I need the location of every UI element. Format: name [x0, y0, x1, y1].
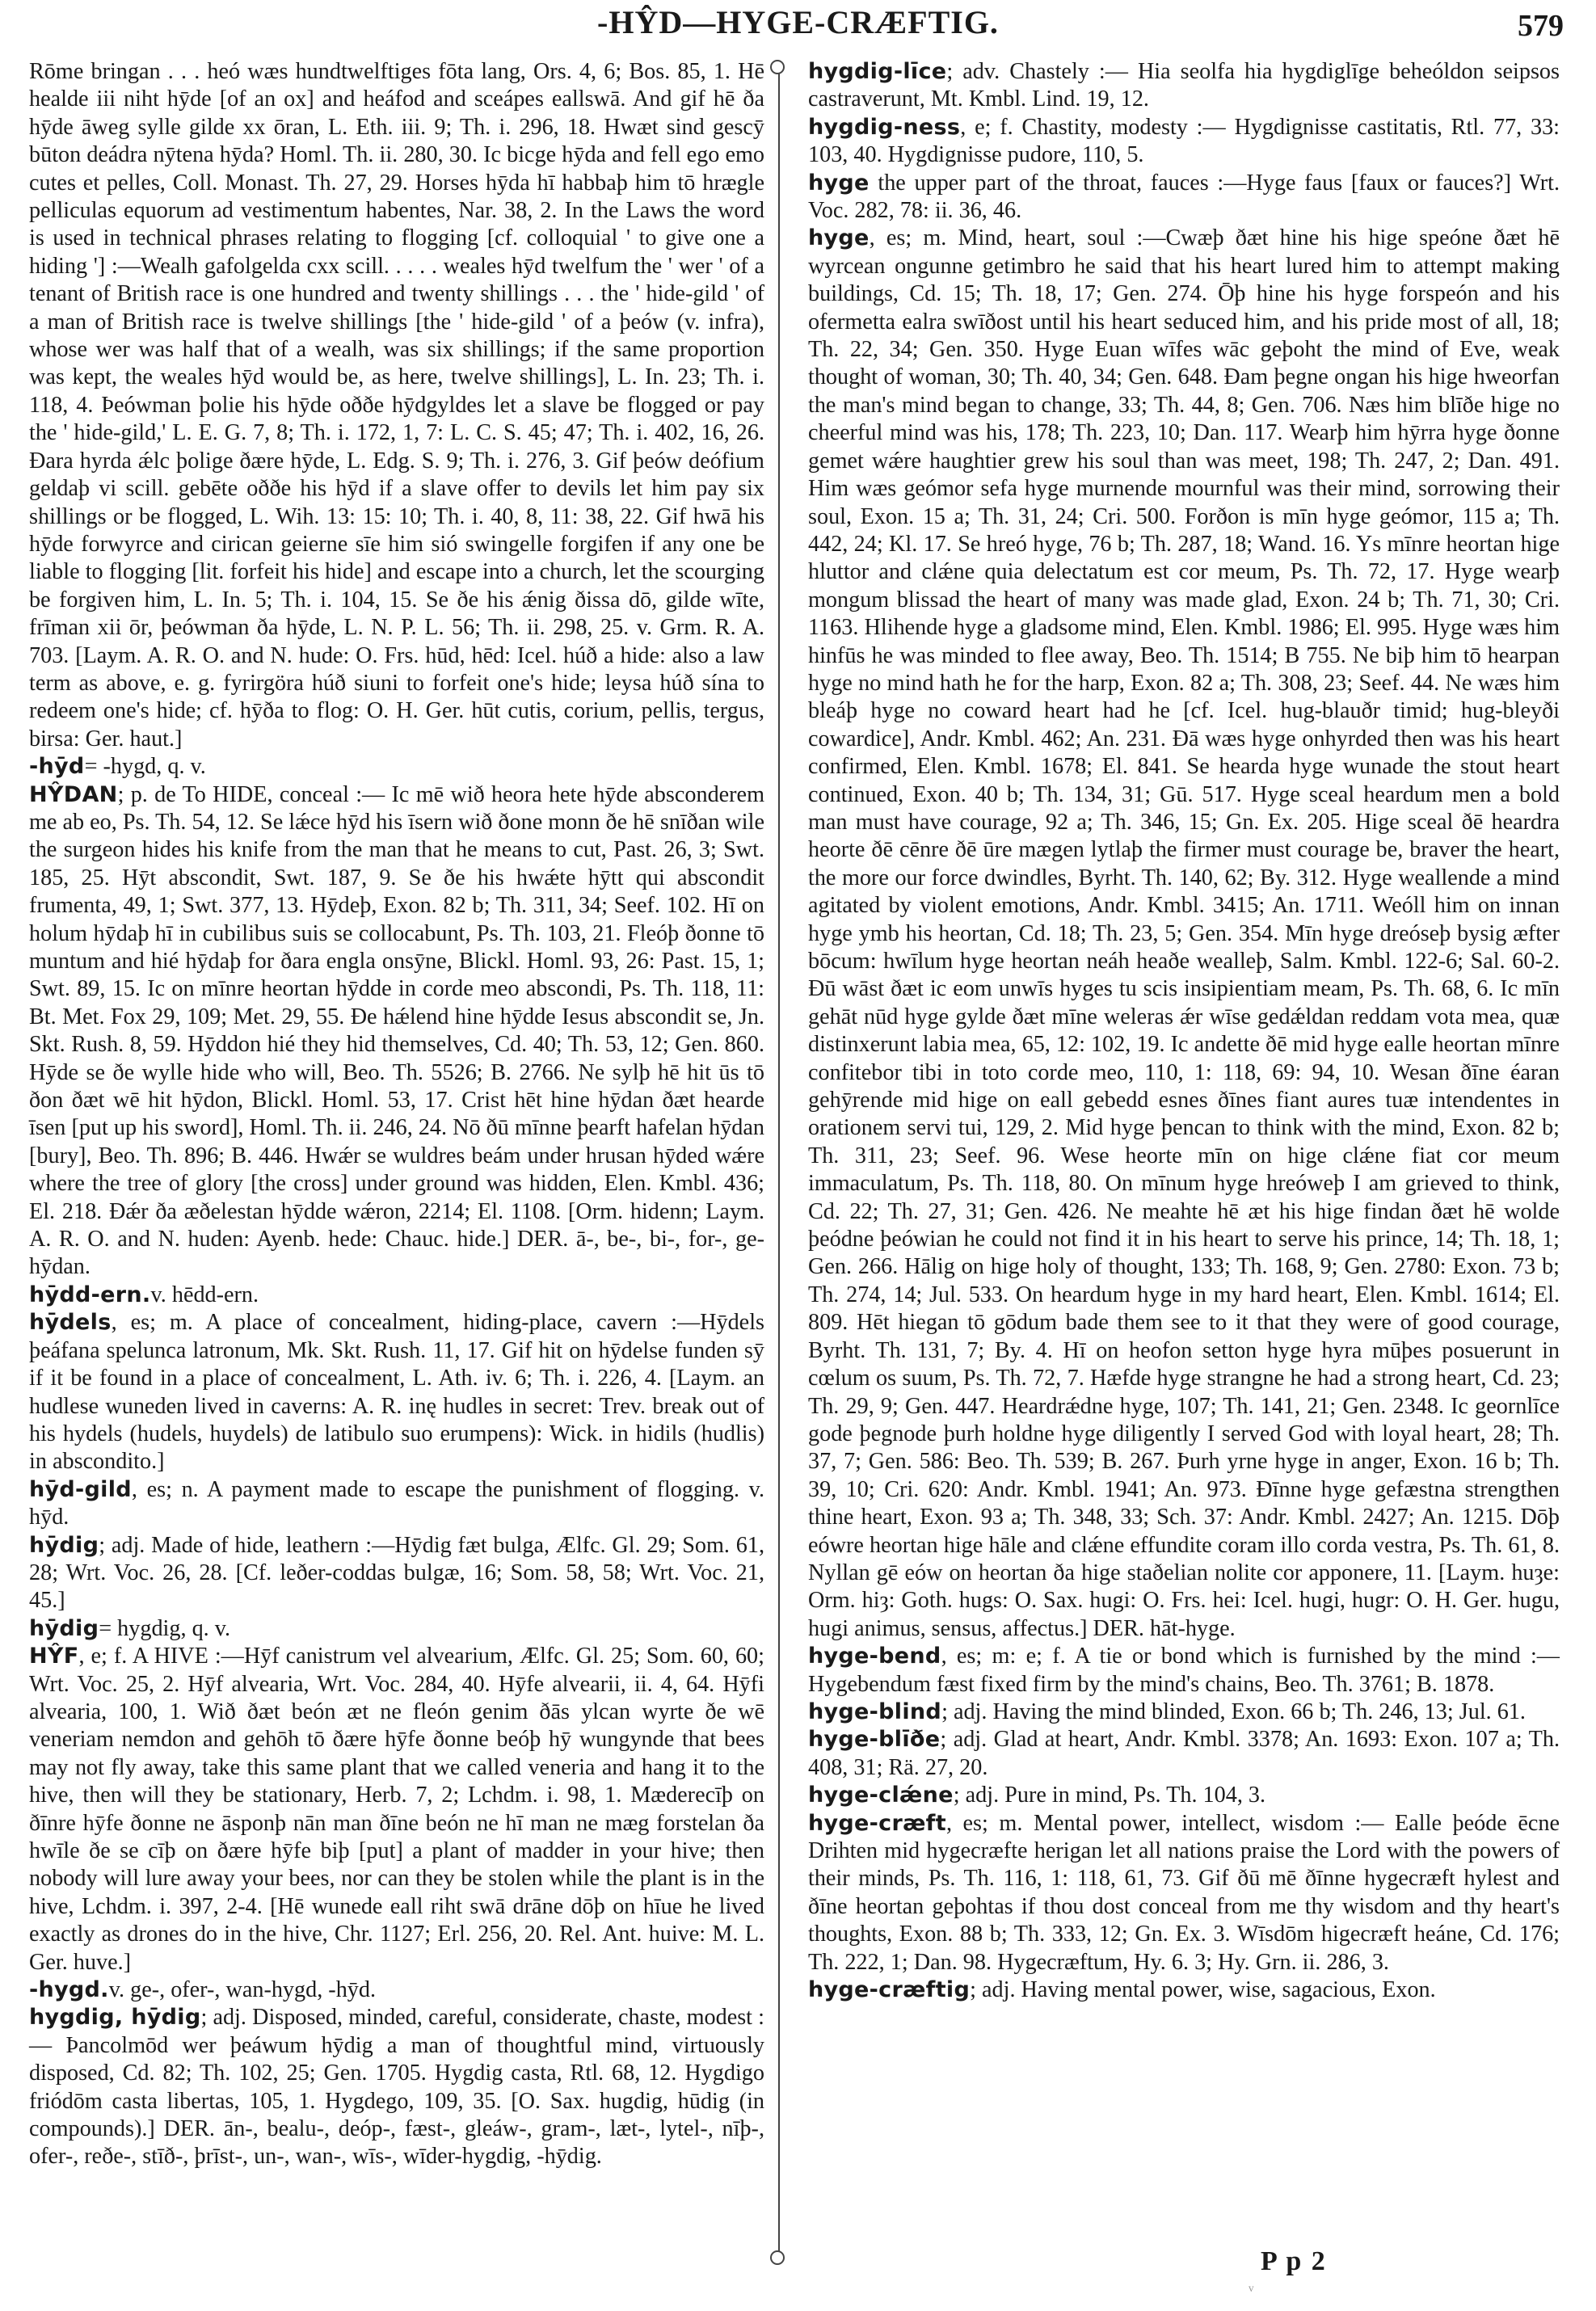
entry-headword: hȳdig [29, 1532, 99, 1558]
entry-headword: hyge-cræftig [808, 1977, 971, 2003]
entry-headword: hȳdig [29, 1615, 99, 1641]
entry-headword: hȳdels [29, 1310, 112, 1336]
dictionary-entry [29, 1615, 764, 1643]
entry-text: ; adj. Having mental power, wise, sagacious, Exon. [970, 1977, 1436, 2003]
dictionary-entry [808, 1810, 1560, 1976]
entry-headword: hyge-cræft [808, 1810, 946, 1836]
entry-text: , e; f. Chastity, modesty :— Hygdignisse castitatis, Rtl. 77, 33: 103, 40. Hygdignisse pudore, 110, 5. [808, 114, 1560, 168]
entry-text: , es; m. Mind, heart, soul :—Cwæþ ðæt hine his hige speóne ðæt hē wyrcean ongunne getimbro he said that his heart lured him to attempt making buildings, Cd. 15; Th. 18, 17; Gen. 274. Ōþ hine his hyge forspeón and his ofermetta ealra swīðost until his heart seduced him, and his pride most of all, 18; Th. 22, 34; Gen. 350. Hyge Euan wīfes wāc geþoht the mind of Eve, weak thought of woman, 30; Th. 40, 34; Gen. 648. Ðam þegne ongan his hige hweorfan the man's mind began to change, 33; Th. 44, 8; Gen. 706. Næs him blīðe hige no cheerful mind was his, 178; Th. 223, 10; Dan. 117. Wearþ him hȳrra hyge ðonne gemet wǽre haughtier grew his soul than was meet, 198; Th. 247, 2; Dan. 491. Him wæs geómor sefa hyge murnende mournful was their mind, sorrowing their soul, Exon. 15 a; Th. 31, 24; Cri. 500. Forðon is mīn hyge geómor, 115 a; Th. 442, 24; Kl. 17. Se hreó hyge, 76 b; Th. 287, 18; Wand. 16. Ys mīnre heortan hige hluttor and clǽne quia delectatum est cor meum, Ps. Th. 72, 17. Hyge wearþ mongum blissad the heart of many was made glad, Exon. 24 b; Th. 71, 30; Cri. 1163. Hlihende hyge a gladsome mind, Elen. Kmbl. 1986; El. 995. Hyge wæs him hinfūs he was minded to flee away, Beo. Th. 1514; B 755. Ne biþ him tō hearpan hyge no mind hath he for the harp, Exon. 82 a; Th. 308, 23; Seef. 44. Ne wæs him bleáþ hyge no coward heart had he [cf. Icel. hug-blauðr timid; hug-bleyði cowardice], Andr. Kmbl. 462; An. 231. Ðā wæs hyge onhyrded then was his heart confirmed, Elen. Kmbl. 1678; El. 841. Se hearda hyge wunade the stout heart continued, Exon. 40 b; Th. 134, 31; Gū. 517. Hyge sceal heardum men a bold man must have courage, 92 a; Th. 346, 15; Gn. Ex. 205. Hige sceal ðē heardra heorte ðē cēnre ðē ūre mægen lytlaþ the firmer must courage be, braver the heart, the more our force dwindles, Byrht. Th. 140, 62; By. 312. Hyge weallende a mind agitated by violent emotions, Andr. Kmbl. 3415; An. 1711. Weóll him on innan hyge ymb his heortan, Cd. 18; Th. 23, 5; Gen. 354. Mīn hyge dreóseþ bysig æfter bōcum: hwīlum hyge heortan neáh heaðe weallеþ, Salm. Kmbl. 122-6; Sal. 60-2. Ðū wāst ðæt ic eom unwīs hyges tu scis insipientiam meam, Ps. Th. 68, 6. Ic mīn gehāt nūd hyge gylde ðæt mīne weleras ǽr wīse gedǽldan reddam vota mea, quæ distinxerunt labia mea, 65, 12: 102, 19. Ic andette ðē mid hyge ealle heortan mīnre confitebor tibi in toto corde meo, 110, 1: 118, 69: 94, 10. Wesan ðīne éaran gehȳrende mid hige on eall gebedd esnes ðīnes fiant aures tuæ intendentes in orationem servi tui, 129, 2. Mid hyge þencan to think with the mind, Exon. 82 b; Th. 311, 23; Seef. 96. Wese heorte mīn on hige clǽne fiat cor meum immaculatum, Ps. Th. 118, 80. On mīnum hyge hreóweþ I am grieved to think, Cd. 22; Th. 27, 31; Gen. 426. Ne meahte hē æt his hige findan ðæt hē wolde þeódne þeówian he could not find it in his heart to serve his prince, 14; Th. 18, 1; Gen. 266. Hālig on hige holy of thought, 133; Th. 168, 9; Gen. 2780: Exon. 73 b; Th. 274, 14; Jul. 533. On heardum hyge in my hard heart, Elen. Kmbl. 1614; El. 809. Hēt hiegan tō gōdum bade them see to it that they were of good courage, Byrht. Th. 131, 7; By. 4. Hī on heofon setton hyge hyra mūþes posuerunt in cœlum os suum, Ps. Th. 72, 7. Hæfde hyge strangne he had a strong heart, Cd. 23; Th. 29, 9; Gen. 447. Heardrǽdne hyge, 107; Th. 141, 21; Gen. 2348. Ic geornlīce gode þegnode þurh holdne hyge diligently I served God with loyal heart, 28; Th. 37, 7; Gen. 586: Beo. Th. 539; B. 267. Þurh yrne hyge in anger, Exon. 16 b; Th. 39, 10; Cri. 620: Andr. Kmbl. 1941; An. 973. Ðīnne hyge gefæstna strengthen thine heart, Exon. 93 a; Th. 348, 33; Sch. 37: Andr. Kmbl. 2427; An. 1215. Dōþ eówre heortan hige hāle and clǽne effundite coram illo corda vestra, Ps. Th. 61, 8. Nyllan gē eów on heortan ða hige staðelian nolite cor apponere, 11. [Laym. huȝe: Orm. hiȝ: Goth. hugs: O. Sax. hugi: O. Frs. hei: Icel. hugi, hugr: O. H. Ger. hugu, hugi animus, sensus, affectus.] DER. hāt-hyge. [808, 225, 1560, 1641]
entry-headword: hygdig-līce [808, 59, 947, 84]
signature-mark: P p 2 [1261, 2246, 1327, 2276]
dictionary-entry [808, 225, 1560, 1643]
entry-text: ; adj. Glad at heart, Andr. Kmbl. 3378; An. 1693: Exon. 107 a; Th. 408, 31; Rä. 27, 20. [808, 1727, 1560, 1780]
entry-headword: hȳdd-ern. [29, 1282, 151, 1307]
entry-headword: hyge-bend [808, 1644, 941, 1669]
dictionary-entry [29, 1476, 764, 1532]
dictionary-entry [808, 1782, 1560, 1809]
entry-text: ; p. de To HIDE, conceal :— Ic mē wið heora hete hȳde absconderem me ab eo, Ps. Th. 54, 12. Se lǽce hȳd his īsern wið ðone monn ðe hē snīðan wile the surgeon hides his knife from the man that he means to cut, Past. 26, 3; Swt. 185, 25. Hȳt abscondit, Swt. 187, 9. Se ðe his hwǽte hȳtt qui abscondit frumenta, 49, 1; Swt. 377, 13. Hȳdeþ, Exon. 82 b; Th. 311, 34; Seef. 102. Hī on holum hȳdaþ hī in cubilibus suis se collocabunt, Ps. Th. 103, 21. Fleóþ ðonne tō muntum and hié hȳdaþ for ðara engla onsȳne, Blickl. Homl. 93, 26: Past. 15, 1; Swt. 89, 15. Ic on mīnre heortan hȳdde in corde meo abscondi, Ps. Th. 118, 11: Bt. Met. Fox 29, 109; Met. 29, 55. Ðe hǽlend hine hȳdde Iesus abscondit se, Jn. Skt. Rush. 8, 59. Hȳddon hié they hid themselves, Cd. 40; Th. 53, 12; Gen. 860. Hȳde se ðe wylle hide who will, Beo. Th. 5526; B. 2766. Ne sylþ hē hit ūs tō ðon ðæt wē hit hȳdon, Blickl. Homl. 53, 17. Crist hēt hine hȳdan ðæt hearde īsen [put up his sword], Homl. Th. ii. 246, 24. Nō ðū mīnne þearft hafelan hȳdan [bury], Beo. Th. 896; B. 446. Hwǽr se wuldres beám under hrusan hȳded wǽre where the tree of glory [the cross] under ground was hidden, Elen. Kmbl. 436; El. 218. Ðǽr ða æðelestan hȳdde wǽron, 2214; El. 1108. [Orm. hidenn; Laym. A. R. O. and N. huden: Ayenb. hede: Chauc. hide.] DER. ā-, be-, bi-, for-, ge-hȳdan. [29, 781, 764, 1280]
entry-headword: -hygd. [29, 1977, 109, 2003]
dictionary-entry [808, 1643, 1560, 1699]
dictionary-entry [29, 58, 764, 753]
dictionary-entry [808, 1699, 1560, 1726]
stray-mark: ᵛ [1249, 2280, 1254, 2300]
page-header [0, 3, 1596, 44]
dictionary-entry [808, 114, 1560, 170]
dictionary-entry [808, 170, 1560, 225]
entry-text: , es; m. Mental power, intellect, wisdom :— Ealle þeóde ēcne Drihten mid hygecræfte herigan let all nations praise the Lord with the powers of their minds, Ps. Th. 116, 1: 118, 61, 73. Gif ðū mē ðīnne hygecræft hylest and ðīne heortan geþohtas if thou dost conceal from me thy wisdom and thy heart's thoughts, Exon. 88 b; Th. 333, 12; Gn. Ex. 3. Wīsdōm higecræft heáne, Cd. 176; Th. 222, 1; Dan. 98. Hygecræftum, Hy. 6. 3; Hy. Grn. ii. 286, 3. [808, 1810, 1560, 1975]
page-number: 579 [1518, 9, 1564, 43]
entry-headword: hyge-clǽne [808, 1783, 954, 1808]
entry-text: ; adv. Chastely :— Hia seolfa hia hygdiglīge beheóldon seipsos castraverunt, Mt. Kmbl. Lind. 19, 12. [808, 59, 1560, 112]
entry-text: , es; n. A payment made to escape the punishment of flogging. v. hȳd. [29, 1476, 764, 1530]
entry-text: ; adj. Disposed, minded, careful, considerate, chaste, modest :— Þancolmōd wer þeáwum hȳdig a man of thoughtful mind, virtuously disposed, Cd. 82; Th. 102, 25; Gen. 1705. Hygdig casta, Rtl. 68, 12. Hygdigo friódōm casta libertas, 105, 1. Hygdego, 109, 35. [O. Sax. hugdig, hūdig (in compounds).] DER. ān-, bealu-, deóp-, fæst-, gleáw-, gram-, læt-, lytel-, nīþ-, ofer-, reðe-, stīð-, þrīst-, un-, wan-, wīs-, wīder-hygdig, -hȳdig. [29, 2005, 764, 2170]
entry-headword: HŶF [29, 1644, 79, 1669]
entry-text: ; adj. Having the mind blinded, Exon. 66 b; Th. 246, 13; Jul. 61. [941, 1699, 1526, 1724]
entry-text: ; adj. Pure in mind, Ps. Th. 104, 3. [953, 1783, 1266, 1808]
entry-text: , es; m. A place of concealment, hiding-place, cavern :—Hȳdels þeáfana spelunca latronum, Mk. Skt. Rush. 11, 17. Gif hit on hȳdelse funden sȳ if it be found in a place of concealment, L. Ath. iv. 6; Th. i. 226, 4. [Laym. an hudlese wuneden lived in caverns: A. R. inę hudles in secret: Trev. break out of his hydels (hudels, huydels) de latibulo suo erumpens): Wick. in hidils (hudlis) in abscondito.] [29, 1310, 764, 1475]
entry-headword: hyge-blīðe [808, 1727, 941, 1753]
dictionary-entry [29, 1643, 764, 1976]
entry-text: = -hygd, q. v. [84, 754, 206, 780]
entry-text: v. ge-, ofer-, wan-hygd, -hȳd. [108, 1977, 377, 2003]
dictionary-entry [29, 2004, 764, 2170]
entry-text: ; adj. Made of hide, leathern :—Hȳdig fæt bulga, Ælfc. Gl. 29; Som. 61, 28; Wrt. Voc. 26, 28. [Cf. leðer-coddas bulgæ, 16; Som. 58, 58; Wrt. Voc. 21, 45.] [29, 1532, 764, 1614]
entry-text: the upper part of the throat, fauces :—Hyge faus [faux or fauces?] Wrt. Voc. 282, 78: ii. 36, 46. [808, 170, 1560, 224]
column-divider [778, 63, 780, 2257]
right-column [808, 58, 1560, 2004]
entry-headword: -hȳd [29, 754, 85, 780]
dictionary-entry [808, 1976, 1560, 2004]
dictionary-entry [29, 1532, 764, 1615]
dictionary-entry [29, 753, 764, 781]
entry-headword: hygdig, hȳdig [29, 2005, 201, 2031]
entry-text: , es; m: e; f. A tie or bond which is furnished by the mind :— Hygebendum fæst fixed firm by the mind's chains, Beo. Th. 3761; B. 1878. [808, 1644, 1560, 1697]
entry-text: Rōme bringan . . . heó wæs hundtwelftiges fōta lang, Ors. 4, 6; Bos. 85, 1. Hē healde iii niht hȳde [of an ox] and heáfod and sceápes eallswā. And gif hē ða hȳde āweg sylle gilde xx ōran, L. Eth. iii. 9; Th. i. 296, 18. Hwæt sind gescȳ būton deádra nȳtena hȳda? Homl. Th. ii. 280, 30. Ic bicge hȳda and fell ego emo cutes et pelles, Coll. Monast. Th. 27, 29. Horses hȳda hī habbaþ him tō hrægle pelliculas equorum ad vestimentum habentes, Nar. 38, 2. In the Laws the word is used in technical phrases relating to flogging [cf. colloquial ' to give one a hiding '] :—Wealh gafolgelda cxx scill. . . . . weales hȳd twelfum the ' wer ' of a tenant of British race is one hundred and twenty shillings . . . the ' hide-gild ' of a man of British race is twelve shillings [the ' hide-gild ' of a þeów (v. infra), whose wer was half that of a wealh, was six shillings; if the same proportion was kept, the weales hȳd would be, as here, twelve shillings], L. In. 23; Th. i. 118, 4. Þeówman þolie his hȳde oððe hȳdgyldes let a slave be flogged or pay the ' hide-gild,' L. E. G. 7, 8; Th. i. 172, 1, 7: L. C. S. 45; 47; Th. i. 402, 16, 26. Ðara hyrda ǽlc þolige ðære hȳde, L. Edg. S. 9; Th. i. 276, 3. Gif þeów deófium geldaþ vi scill. gebēte oððe his hȳd if a slave offer to devils let him pay six shillings or be flogged, L. Wih. 13: 15: 10; Th. i. 40, 8, 11: 38, 22. Gif hwā his hȳde forwyrce and cirican geierne sīe him sió swingelle forgifen if any one be liable to flogging [lit. forfeit his hide] and escape into a church, let the scourging be forgiven him, L. In. 5; Th. i. 104, 15. Se ðe his ǽnig ðissa dō, gilde wīte, frīman xii ōr, þeówman ða hȳde, L. N. P. L. 56; Th. ii. 298, 25. v. Grm. R. A. 703. [Laym. A. R. O. and N. hude: O. Frs. hūd, hēd: Icel. húð a hide: also a law term as above, e. g. fyrirgöra húð siuni to forfeit one's hide; leysa húð sína to redeem one's hide; cf. hȳða to flog: O. H. Ger. hūt cutis, corium, pellis, tergus, birsa: Ger. haut.] [29, 59, 764, 751]
entry-headword: hyge [808, 225, 870, 251]
dictionary-entry [29, 1282, 764, 1309]
left-column [29, 58, 764, 2171]
entry-text: , e; f. A HIVE :—Hȳf canistrum vel alvearium, Ælfc. Gl. 25; Som. 60, 60; Wrt. Voc. 25, 2. Hȳf alvearia, Wrt. Voc. 284, 40. Hȳfe alvearii, ii. 4, 64. Hȳfi alvearia, 100, 1. Wið ðæt beón æt ne fleón genim ðās ylcan wyrte ðe wē veneriam nemdon and gehōh tō ðære hȳfe ðonne beóþ hȳ wungynde that bees may not fly away, take this same plant that we called veneria and hang it to the hive, then will they be stationary, Herb. 7, 2; Lchdm. i. 98, 1. Mæderecīþ on ðīnre hȳfe ðonne ne āsponþ nān man ðīne beón ne hī man ne mæg forstelan ða hwīle ðe se cīþ on ðære hȳfe biþ [put] a plant of madder in your hive; then nobody will lure away your bees, nor can they be stolen while the plant is in the hive, Lchdm. i. 397, 2-4. [Hē wunede eall riht swā drāne dōþ on hīue he lived exactly as drones do in the hive, Chr. 1127; Erl. 256, 20. Rel. Ant. huive: M. L. Ger. huve.] [29, 1644, 764, 1975]
entry-text: = hygdig, q. v. [99, 1615, 231, 1641]
entry-headword: HŶDAN [29, 781, 118, 807]
entry-headword: hygdig-ness [808, 114, 961, 140]
entry-headword: hȳd-gild [29, 1476, 132, 1502]
dictionary-entry [808, 1726, 1560, 1782]
dictionary-entry [29, 1976, 764, 2004]
column-divider-top-ornament [770, 60, 785, 74]
column-divider-bottom-ornament [770, 2250, 785, 2265]
entry-headword: hyge [808, 170, 870, 196]
entry-headword: hyge-blind [808, 1699, 942, 1724]
entry-text: v. hēdd-ern. [150, 1282, 259, 1307]
running-head: -HŶD—HYGE-CRÆFTIG. [597, 4, 999, 40]
dictionary-entry [808, 58, 1560, 114]
dictionary-entry [29, 1309, 764, 1475]
dictionary-entry [29, 781, 764, 1282]
